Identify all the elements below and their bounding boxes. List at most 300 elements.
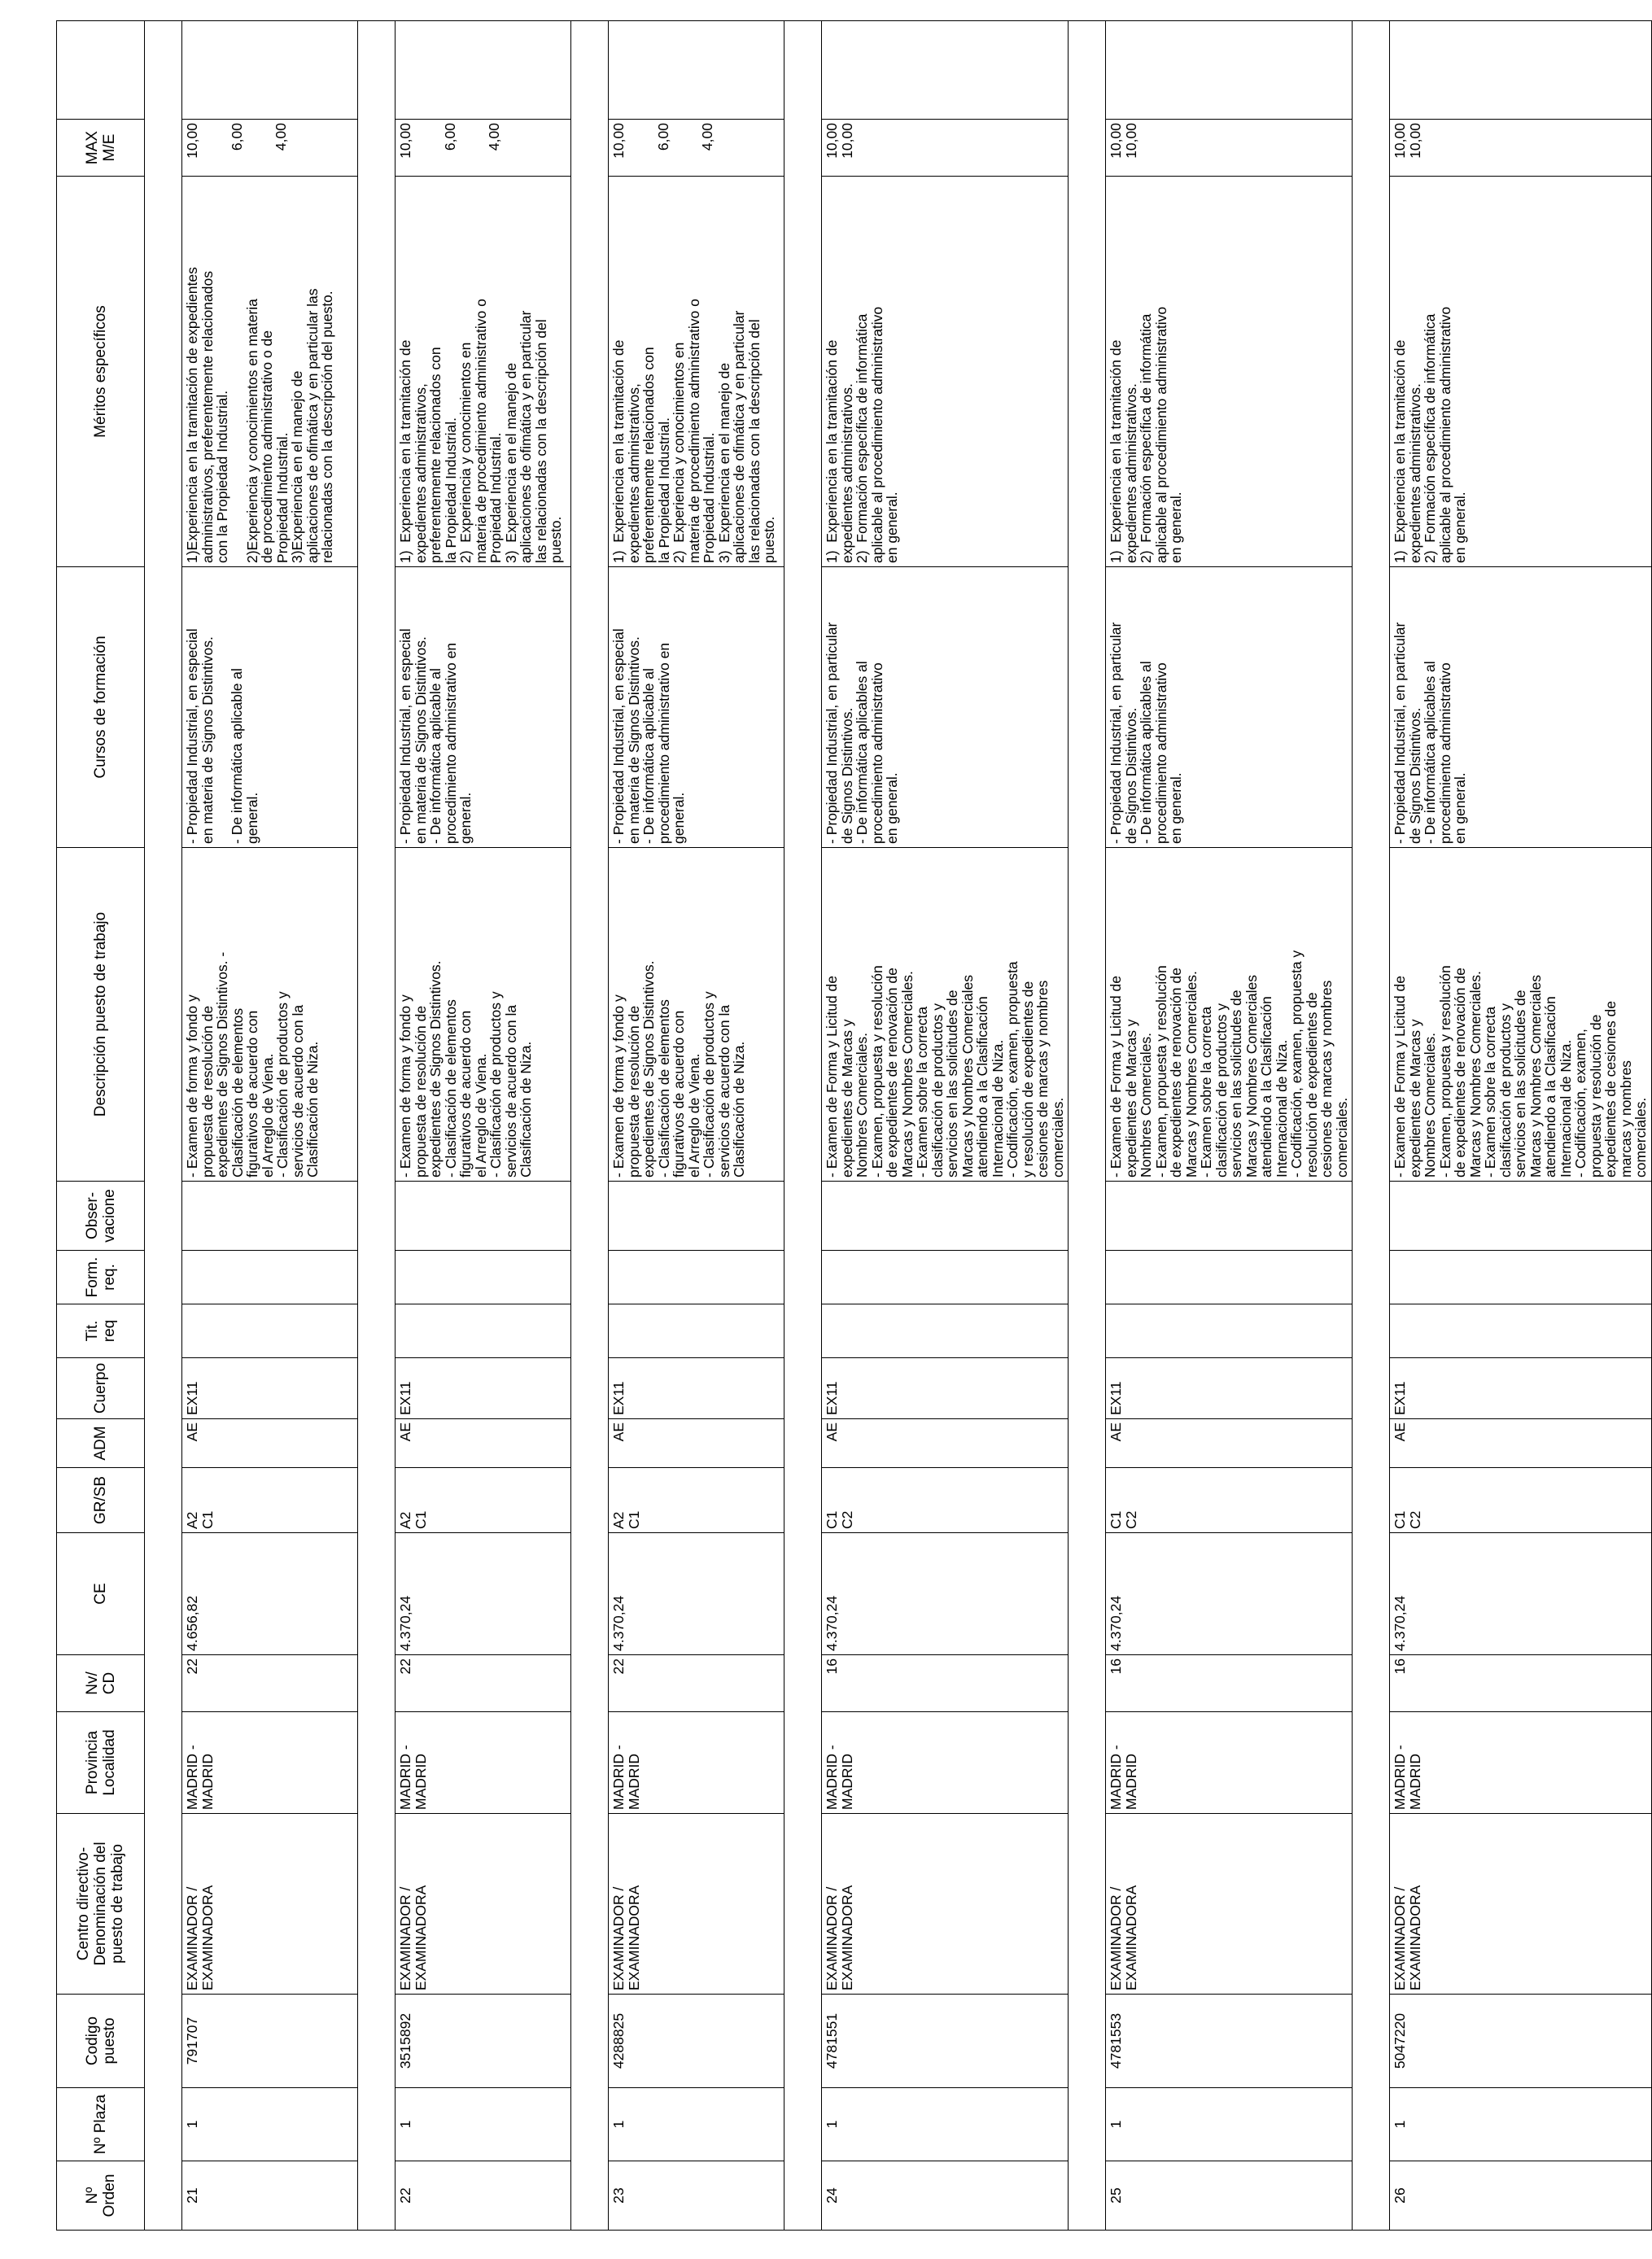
gap-cell (784, 1468, 822, 1533)
cell-descripcion (396, 848, 571, 1182)
header-max: MAX M/E (57, 120, 145, 177)
gap-cell (1353, 1814, 1390, 1995)
gap-cell (1069, 1995, 1106, 2088)
gap-cell (1353, 1655, 1390, 1712)
cell-titulacion (822, 1304, 1069, 1358)
table-row (396, 21, 571, 2231)
cell-provincia: MADRID - MADRID (1106, 1712, 1353, 1814)
cell-cursos-line: en materia de Signos Distintivos. (625, 636, 642, 844)
cell-ce: 4.370,24 (822, 1533, 1069, 1655)
gap-cell (145, 177, 182, 567)
row-gap (571, 21, 609, 2231)
gap-cell (1069, 1712, 1106, 1814)
gap-cell (784, 1419, 822, 1468)
cell-nivel: 22 (182, 1655, 358, 1712)
cell-cuerpo: EX11 (1106, 1358, 1353, 1419)
cell-plaza: 1 (1390, 2088, 1652, 2161)
cell-meritos-line: preferentemente relacionados con (427, 347, 444, 563)
gap-cell (145, 2161, 182, 2231)
gap-cell (358, 1251, 396, 1304)
gap-cell (571, 1533, 609, 1655)
cell-plaza: 1 (822, 2088, 1069, 2161)
cell-grupo-line: A2 (397, 1511, 413, 1529)
cell-max-line (627, 123, 641, 173)
cell-centro: EXAMINADOR / EXAMINADORA (1390, 1814, 1652, 1995)
cell-descripcion-line: Nombres Comerciales. (1138, 1033, 1154, 1178)
cell-codigo: 791707 (182, 1995, 358, 2088)
cell-ce: 4.370,24 (1106, 1533, 1353, 1655)
cell-max-line (215, 123, 229, 173)
cell-descripcion-line: cesiones de marcas y nombres (1034, 980, 1051, 1178)
cell-meritos-line: relacionadas con la descripción del puesto. (319, 291, 335, 563)
cell-meritos-line (230, 180, 245, 563)
cell-descripcion-line: - Examen, propuesta y resolución (1152, 965, 1169, 1178)
cell-orden: 22 (396, 2161, 571, 2231)
header-centro: Centro directivo- Denominación del puesto de trabajo (57, 1814, 145, 1995)
cell-cursos-line: - Propiedad Industrial, en especial (610, 628, 627, 844)
gap-cell (1069, 177, 1106, 567)
cell-descripcion-line: clasificación de productos y (1497, 1003, 1514, 1178)
cell-meritos-line: en general. (884, 492, 900, 563)
row-gap (1069, 21, 1106, 2231)
cell-cursos (609, 567, 784, 848)
gap-cell (571, 21, 609, 120)
cell-extra (1106, 21, 1353, 120)
cell-cursos-line: - De informática aplicable al (640, 668, 657, 844)
cell-max-line (244, 123, 259, 173)
cell-meritos-line: puesto. (548, 516, 564, 563)
cell-descripcion-line: expedientes de Signos Distintivos. - (214, 951, 230, 1178)
cell-centro: EXAMINADOR / EXAMINADORA (609, 1814, 784, 1995)
cell-meritos-line: 1) Experiencia en la tramitación de (824, 339, 840, 563)
cell-meritos-line: aplicaciones de ofimática y en particular (731, 310, 747, 563)
gap-cell (358, 1358, 396, 1419)
cell-cursos (822, 567, 1069, 848)
header-ce: CE (57, 1533, 145, 1655)
cell-descripcion-line: - Examen de forma y fondo y (184, 994, 200, 1178)
cell-meritos-line: aplicable al procedimiento administrativo (1152, 306, 1169, 563)
cell-plaza: 1 (182, 2088, 358, 2161)
cell-meritos-line: Propiedad Industrial. (487, 432, 504, 563)
gap-cell (145, 1814, 182, 1995)
row-gap (358, 21, 396, 2231)
cell-cursos-line: procedimiento administrativo en (655, 642, 672, 844)
cell-descripcion-line: Clasificación de Niza. (304, 1041, 321, 1178)
cell-descripcion-line: cesiones de marcas y nombres (1318, 980, 1335, 1178)
header-grupo: GR/SB (57, 1468, 145, 1533)
cell-orden: 24 (822, 2161, 1069, 2231)
gap-cell (784, 1251, 822, 1304)
cell-adm: AE (182, 1419, 358, 1468)
cell-descripcion-line: comerciales. (1333, 1097, 1350, 1178)
gap-cell (1069, 1814, 1106, 1995)
cell-descripcion-line: y resolución de expedientes de (1019, 981, 1036, 1178)
cell-descripcion-line: expedientes de Marcas y (1122, 1019, 1139, 1178)
gap-cell (1069, 1358, 1106, 1419)
cell-extra (822, 21, 1069, 120)
cell-descripcion (822, 848, 1069, 1182)
header-observaciones: Obser- vacione (57, 1182, 145, 1251)
gap-cell (358, 1533, 396, 1655)
gap-cell (358, 567, 396, 848)
cell-extra (609, 21, 784, 120)
cell-grupo-line: C1 (625, 1510, 642, 1529)
gap-cell (571, 1304, 609, 1358)
gap-cell (1069, 1419, 1106, 1468)
gap-cell (358, 1655, 396, 1712)
cell-titulacion (182, 1304, 358, 1358)
cell-cursos-line (215, 570, 229, 844)
gap-cell (1353, 177, 1390, 567)
cell-max-line: 6,00 (654, 123, 671, 151)
cell-provincia: MADRID - MADRID (609, 1712, 784, 1814)
gap-cell (784, 1814, 822, 1995)
cell-cursos-line: de Signos Distintivos. (838, 707, 855, 844)
gap-cell (1069, 1468, 1106, 1533)
cell-max-line: 10,00 (184, 123, 200, 159)
cell-descripcion-line: Clasificación de Niza. (518, 1041, 534, 1178)
cell-cursos-line: en general. (1168, 772, 1184, 844)
header-titulacion: Tit. req (57, 1304, 145, 1358)
gap-cell (784, 1358, 822, 1419)
gap-cell (784, 1182, 822, 1251)
table-row (1390, 21, 1652, 2231)
cell-descripcion-line: Clasificación de Niza. (731, 1041, 747, 1178)
cell-grupo (1106, 1468, 1353, 1533)
cell-formacion (1390, 1251, 1652, 1304)
gap-cell (358, 2088, 396, 2161)
cell-nivel: 16 (1106, 1655, 1353, 1712)
cell-orden: 23 (609, 2161, 784, 2231)
cell-descripcion-line: Marcas y Nombres Comerciales. (1182, 971, 1200, 1178)
cell-meritos-line: la Propiedad Industrial. (442, 417, 459, 563)
cell-codigo: 3515892 (396, 1995, 571, 2088)
cell-descripcion-line: Marcas y Nombres Comerciales (959, 975, 976, 1178)
gap-cell (358, 21, 396, 120)
cell-max-line: 10,00 (824, 123, 840, 159)
cell-adm: AE (1390, 1419, 1652, 1468)
cell-meritos-line: 2) Formación específica de informática (1422, 313, 1438, 563)
row-gap (145, 21, 182, 2231)
cell-meritos-line: materia de procedimiento administrativo o (472, 299, 489, 563)
cell-descripcion-line: expedientes de Marcas y (1406, 1019, 1423, 1178)
cell-descripcion-line: propuesta de resolución de (412, 1005, 429, 1178)
cell-descripcion-line: servicios en las solicitudes de (1512, 990, 1528, 1178)
cell-meritos-line: aplicable al procedimiento administrativo (1436, 306, 1453, 563)
cell-centro: EXAMINADOR / EXAMINADORA (396, 1814, 571, 1995)
cell-observaciones (182, 1182, 358, 1251)
gap-cell (571, 2161, 609, 2231)
cell-orden: 26 (1390, 2161, 1652, 2231)
cell-max-line: 10,00 (838, 123, 855, 159)
cell-descripcion-line: servicios en las solicitudes de (944, 990, 960, 1178)
cell-meritos-line: 1) Experiencia en la tramitación de (610, 339, 627, 563)
header-nivel: Nv/ CD (57, 1655, 145, 1712)
cell-descripcion-line: - Examen sobre la correcta (1482, 1006, 1498, 1178)
cell-max-line: 6,00 (441, 123, 458, 151)
gap-cell (571, 1358, 609, 1419)
cell-max-line: 6,00 (228, 123, 245, 151)
gap-cell (571, 177, 609, 567)
cell-meritos-line: 3) Experiencia en el manejo de (715, 362, 732, 563)
gap-cell (145, 1304, 182, 1358)
gap-cell (1069, 1655, 1106, 1712)
gap-cell (571, 1814, 609, 1995)
gap-cell (784, 567, 822, 848)
cell-meritos-line: Propiedad Industrial. (701, 432, 717, 563)
cell-adm: AE (609, 1419, 784, 1468)
gap-cell (1069, 1182, 1106, 1251)
cell-descripcion-line: el Arreglo de Viena. (685, 1053, 702, 1178)
cell-descripcion (609, 848, 784, 1182)
cell-max-line: 10,00 (610, 123, 627, 159)
cell-observaciones (1390, 1182, 1652, 1251)
cell-descripcion-line: de expedientes de renovación de (1168, 968, 1184, 1178)
cell-meritos-line: 2) Experiencia y conocimientos en (457, 342, 474, 563)
cell-centro: EXAMINADOR / EXAMINADORA (1106, 1814, 1353, 1995)
cell-formacion (1106, 1251, 1353, 1304)
cell-provincia: MADRID - MADRID (1390, 1712, 1652, 1814)
cell-meritos-line: aplicaciones de ofimática y en particular las (304, 288, 321, 563)
cell-meritos-line: preferentemente relacionados con (640, 347, 657, 563)
cell-descripcion-line: figurativos de acuerdo con (671, 1010, 687, 1178)
cell-meritos (1106, 177, 1353, 567)
cell-cuerpo: EX11 (609, 1358, 784, 1419)
gap-cell (1353, 1468, 1390, 1533)
cell-grupo-line: C1 (824, 1510, 840, 1529)
cell-ce: 4.656,82 (182, 1533, 358, 1655)
cell-meritos-line: expedientes administrativos. (838, 383, 855, 563)
cell-meritos-line: 2)Experiencia y conocimientos en materia (243, 299, 260, 563)
gap-cell (784, 1655, 822, 1712)
header-cuerpo: Cuerpo (57, 1358, 145, 1419)
cell-meritos-line: materia de procedimiento administrativo o (685, 299, 702, 563)
cell-provincia: MADRID - MADRID (396, 1712, 571, 1814)
cell-cursos-line: - De informática aplicables al (1422, 661, 1438, 844)
cell-descripcion-line: - Examen de Forma y Licitud de (824, 975, 840, 1178)
gap-cell (1069, 1251, 1106, 1304)
cell-descripcion-line: - Codificación, examen, (1572, 1029, 1589, 1178)
gap-cell (1353, 848, 1390, 1182)
cell-meritos-line: la Propiedad Industrial. (655, 417, 672, 563)
cell-meritos-line: 3) Experiencia en el manejo de (502, 362, 519, 563)
cell-cursos-line: procedimiento administrativo (1152, 662, 1169, 844)
cell-descripcion (182, 848, 358, 1182)
gap-cell (571, 1419, 609, 1468)
cell-extra (182, 21, 358, 120)
cell-descripcion-line: - Clasificación de productos y (701, 991, 717, 1178)
cell-formacion (609, 1251, 784, 1304)
cell-cursos-line: - Propiedad Industrial, en particular (1108, 622, 1124, 844)
cell-descripcion-line: expedientes de Marcas y (838, 1019, 855, 1178)
cell-descripcion-line: clasificación de productos y (1213, 1003, 1230, 1178)
gap-cell (358, 1712, 396, 1814)
gap-cell (1069, 1304, 1106, 1358)
cell-descripcion-line: - Examen de Forma y Licitud de (1392, 975, 1408, 1178)
cell-meritos-line: en general. (1168, 492, 1184, 563)
cell-grupo-line: A2 (184, 1511, 200, 1529)
cell-observaciones (609, 1182, 784, 1251)
cell-meritos-line: administrativos, preferentemente relacionados (199, 271, 216, 563)
header-plaza: Nº Plaza (57, 2088, 145, 2161)
cell-meritos-line: 1) Experiencia en la tramitación de (1392, 339, 1408, 563)
gap-cell (145, 1995, 182, 2088)
gap-cell (358, 1468, 396, 1533)
cell-descripcion-line: - Examen de Forma y Licitud de (1108, 975, 1124, 1178)
cell-descripcion-line: servicios en las solicitudes de (1228, 990, 1244, 1178)
gap-cell (784, 1712, 822, 1814)
gap-cell (145, 1468, 182, 1533)
cell-centro: EXAMINADOR / EXAMINADORA (182, 1814, 358, 1995)
cell-grupo-line: C2 (1122, 1510, 1139, 1529)
cell-max (1390, 120, 1652, 177)
cell-descripcion (1106, 848, 1353, 1182)
header-formacion: Form. req. (57, 1251, 145, 1304)
cell-meritos-line: en general. (1452, 492, 1468, 563)
gap-cell (145, 120, 182, 177)
gap-cell (358, 1304, 396, 1358)
cell-descripcion-line: propuesta de resolución de (199, 1005, 216, 1178)
gap-cell (571, 1655, 609, 1712)
gap-cell (571, 848, 609, 1182)
gap-cell (784, 1995, 822, 2088)
cell-descripcion-line: comerciales. (1632, 1097, 1649, 1178)
cell-meritos-line: las relacionadas con la descripción del (532, 319, 549, 563)
cell-max (822, 120, 1069, 177)
gap-cell (358, 1995, 396, 2088)
cell-descripcion-line: Marcas y Nombres Comerciales (1243, 975, 1260, 1178)
cell-max (1106, 120, 1353, 177)
cell-grupo (609, 1468, 784, 1533)
gap-cell (145, 1655, 182, 1712)
cell-cursos-line: - Propiedad Industrial, en especial (397, 628, 413, 844)
gap-cell (1069, 21, 1106, 120)
cell-cursos (1106, 567, 1353, 848)
cell-max-line (457, 123, 472, 173)
cell-descripcion-line: Marcas y Nombres Comerciales. (1466, 971, 1484, 1178)
gap-cell (145, 2088, 182, 2161)
cell-descripcion-line: clasificación de productos y (929, 1003, 946, 1178)
cell-max-line (200, 123, 215, 173)
cell-max (182, 120, 358, 177)
cell-cursos-line: en materia de Signos Distintivos. (199, 636, 216, 844)
cell-descripcion-line: de expedientes de renovación de (1452, 968, 1468, 1178)
gap-cell (784, 1304, 822, 1358)
header-codigo: Codigo puesto (57, 1995, 145, 2088)
table-row (182, 21, 358, 2231)
gap-cell (1069, 848, 1106, 1182)
cell-grupo-line: C1 (412, 1510, 429, 1529)
gap-cell (358, 1182, 396, 1251)
gap-cell (571, 2088, 609, 2161)
cell-descripcion-line: - Codificación, examen, propuesta y (1288, 950, 1305, 1178)
cell-meritos (822, 177, 1069, 567)
cell-grupo-line: C2 (1406, 1510, 1423, 1529)
header-descripcion: Descripción puesto de trabajo (57, 848, 145, 1182)
cell-meritos (396, 177, 571, 567)
cell-descripcion-line: - Examen sobre la correcta (1198, 1006, 1214, 1178)
cell-nivel: 22 (609, 1655, 784, 1712)
cell-descripcion-line: expedientes de Signos Distintivos. (640, 960, 657, 1178)
table-row (609, 21, 784, 2231)
cell-descripcion-line: - Clasificación de productos y (487, 991, 504, 1178)
gap-cell (1353, 1358, 1390, 1419)
cell-cursos-line: general. (671, 792, 687, 844)
cell-provincia: MADRID - MADRID (182, 1712, 358, 1814)
cell-grupo-line: C2 (838, 1510, 855, 1529)
cell-meritos-line: 2) Formación específica de informática (1138, 313, 1154, 563)
cell-meritos-line: de procedimiento administrativo o de (259, 330, 275, 563)
cell-descripcion-line: servicios de acuerdo con la (715, 1004, 732, 1178)
cell-meritos-line: aplicaciones de ofimática y en particular (518, 310, 534, 563)
gap-cell (571, 1182, 609, 1251)
cell-titulacion (1390, 1304, 1652, 1358)
gap-cell (1353, 1419, 1390, 1468)
gap-cell (571, 567, 609, 848)
gap-cell (1353, 567, 1390, 848)
cell-cursos (1390, 567, 1652, 848)
gap-cell (358, 120, 396, 177)
row-gap (1353, 21, 1390, 2231)
cell-descripcion-line: - Examen sobre la correcta (914, 1006, 930, 1178)
cell-observaciones (396, 1182, 571, 1251)
cell-cursos-line: - De informática aplicables al (854, 661, 870, 844)
cell-descripcion-line: atendiendo a la Clasificación (1258, 996, 1274, 1178)
gap-cell (1353, 1251, 1390, 1304)
cell-descripcion-line: Nombres Comerciales. (1422, 1033, 1438, 1178)
cell-max-line: 10,00 (1392, 123, 1408, 159)
cell-cursos (182, 567, 358, 848)
cell-cursos-line: general. (457, 792, 474, 844)
cell-max-line (641, 123, 656, 173)
header-row (57, 21, 145, 2231)
cell-descripcion-line: resolución de expedientes de (1303, 992, 1320, 1178)
cell-meritos (182, 177, 358, 567)
cell-codigo: 5047220 (1390, 1995, 1652, 2088)
cell-grupo-line: C1 (1392, 1510, 1408, 1529)
cell-meritos-line: 2) Formación específica de informática (854, 313, 870, 563)
cell-max-line: 10,00 (1108, 123, 1124, 159)
cell-meritos-line: 1) Experiencia en la tramitación de (397, 339, 413, 563)
cell-meritos-line: expedientes administrativos, (412, 383, 429, 563)
cell-plaza: 1 (396, 2088, 571, 2161)
cell-ce: 4.370,24 (1390, 1533, 1652, 1655)
gap-cell (571, 120, 609, 177)
cell-orden: 21 (182, 2161, 358, 2231)
cell-formacion (182, 1251, 358, 1304)
cell-max-line (671, 123, 685, 173)
header-meritos: Méritos específicos (57, 177, 145, 567)
cell-formacion (822, 1251, 1069, 1304)
cell-extra (1390, 21, 1652, 120)
cell-grupo (1390, 1468, 1652, 1533)
cell-titulacion (1106, 1304, 1353, 1358)
gap-cell (1353, 1304, 1390, 1358)
gap-cell (145, 567, 182, 848)
cell-adm: AE (1106, 1419, 1353, 1468)
cell-codigo: 4781553 (1106, 1995, 1353, 2088)
cell-descripcion-line: - Examen, propuesta y resolución (868, 965, 885, 1178)
cell-meritos-line: con la Propiedad Industrial. (214, 390, 230, 563)
cell-cuerpo: EX11 (1390, 1358, 1652, 1419)
cell-cursos-line: de Signos Distintivos. (1122, 707, 1139, 844)
cell-max-line (413, 123, 428, 173)
cell-descripcion-line: Nombres Comerciales. (854, 1033, 870, 1178)
cell-descripcion-line: - Clasificación de elementos (655, 999, 672, 1178)
cell-cursos-line: - De informática aplicable al (427, 668, 444, 844)
gap-cell (784, 1533, 822, 1655)
table-row (1106, 21, 1353, 2231)
